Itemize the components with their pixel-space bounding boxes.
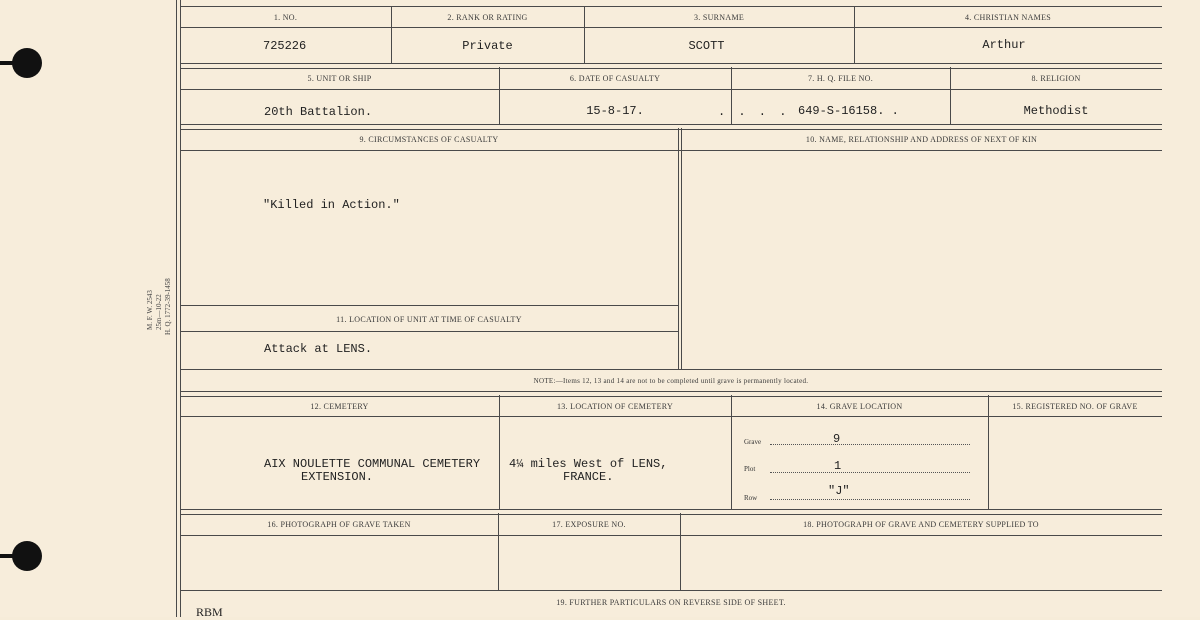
header-no: 1. NO. [273,13,298,22]
value-cemetery-line2: EXTENSION. [301,470,374,484]
binder-hole-tail-top [0,61,20,65]
header-circumstances: 9. CIRCUMSTANCES OF CASUALTY [359,135,499,144]
row3-mid [180,150,1162,151]
row2-mid [180,89,1162,90]
value-unit: 20th Battalion. [264,105,373,119]
header-next-of-kin: 10. NAME, RELATIONSHIP AND ADDRESS OF NEXT OF KIN [805,135,1038,144]
row4-mid [180,331,678,332]
header-location-unit: 11. LOCATION OF UNIT AT TIME OF CASUALTY [336,315,522,324]
header-date: 6. DATE OF CASUALTY [569,74,661,83]
value-location-cemetery-line1: 4¼ miles West of LENS, [509,457,668,471]
row3-div-b [681,128,682,369]
header-photograph: 16. PHOTOGRAPH OF GRAVE TAKEN [267,520,411,529]
binder-hole-tail-bottom [0,554,20,558]
value-surname: SCOTT [688,39,725,53]
cem-div1 [499,395,500,509]
header-rank: 2. RANK OR RATING [447,13,528,22]
value-location-cemetery-line2: FRANCE. [563,470,614,484]
value-grave: 9 [833,432,841,446]
form-code-1: M. F. W. 2543 [146,290,154,330]
header-cemetery: 12. CEMETERY [310,402,369,411]
row1-mid [180,27,1162,28]
header-unit: 5. UNIT OR SHIP [307,74,372,83]
photo-mid [180,535,1162,536]
header-further-particulars: 19. FURTHER PARTICULARS ON REVERSE SIDE OF SHEET. [556,598,786,607]
value-no: 725226 [263,39,307,53]
value-file-leader: . . . . [718,105,790,119]
label-grave: Grave [744,438,762,446]
value-file: 649-S-16158. . [798,104,899,118]
row4-top [180,305,678,306]
row1-top [180,6,1162,7]
cem-mid [180,416,1162,417]
note-text: NOTE:—Items 12, 13 and 14 are not to be completed until grave is permanently located. [533,377,809,385]
header-exposure: 17. EXPOSURE NO. [552,520,626,529]
value-christian-names: Arthur [982,38,1026,52]
dots-plot [770,472,970,473]
row1-bottom [180,63,1162,69]
header-photograph-supplied: 18. PHOTOGRAPH OF GRAVE AND CEMETERY SUPPLIED TO [803,520,1039,529]
note-top [180,369,1162,370]
header-file: 7. H. Q. FILE NO. [807,74,874,83]
value-date: 15-8-17. [586,104,644,118]
row3-div [678,128,679,369]
row2-bottom [180,124,1162,130]
cem-bottom [180,509,1162,515]
dots-row [770,499,970,500]
form-code-2: 25m—10-22 [155,294,163,330]
cem-div2 [731,395,732,509]
dots-grave [770,444,970,445]
header-religion: 8. RELIGION [1031,74,1081,83]
value-location-unit: Attack at LENS. [264,342,373,356]
header-registered-no: 15. REGISTERED NO. OF GRAVE [1012,402,1138,411]
label-row: Row [744,494,758,502]
label-plot: Plot [744,465,756,473]
header-surname: 3. SURNAME [693,13,745,22]
note-bottom [180,391,1162,397]
value-plot: 1 [834,459,842,473]
value-row: "J" [828,484,850,498]
value-religion: Methodist [1023,104,1089,118]
header-location-cemetery: 13. LOCATION OF CEMETERY [556,402,674,411]
margin-rule-1 [176,0,177,617]
value-circumstances: "Killed in Action." [263,198,400,212]
header-christian-names: 4. CHRISTIAN NAMES [964,13,1052,22]
photo-bottom [180,590,1162,591]
value-cemetery-line1: AIX NOULETTE COMMUNAL CEMETERY [264,457,481,471]
header-grave-location: 14. GRAVE LOCATION [816,402,903,411]
form-code-3: H. Q. 1772-39-1458 [164,278,172,335]
value-rank: Private [462,39,513,53]
cem-div3 [988,395,989,509]
initials-stamp: RBM [196,605,223,619]
